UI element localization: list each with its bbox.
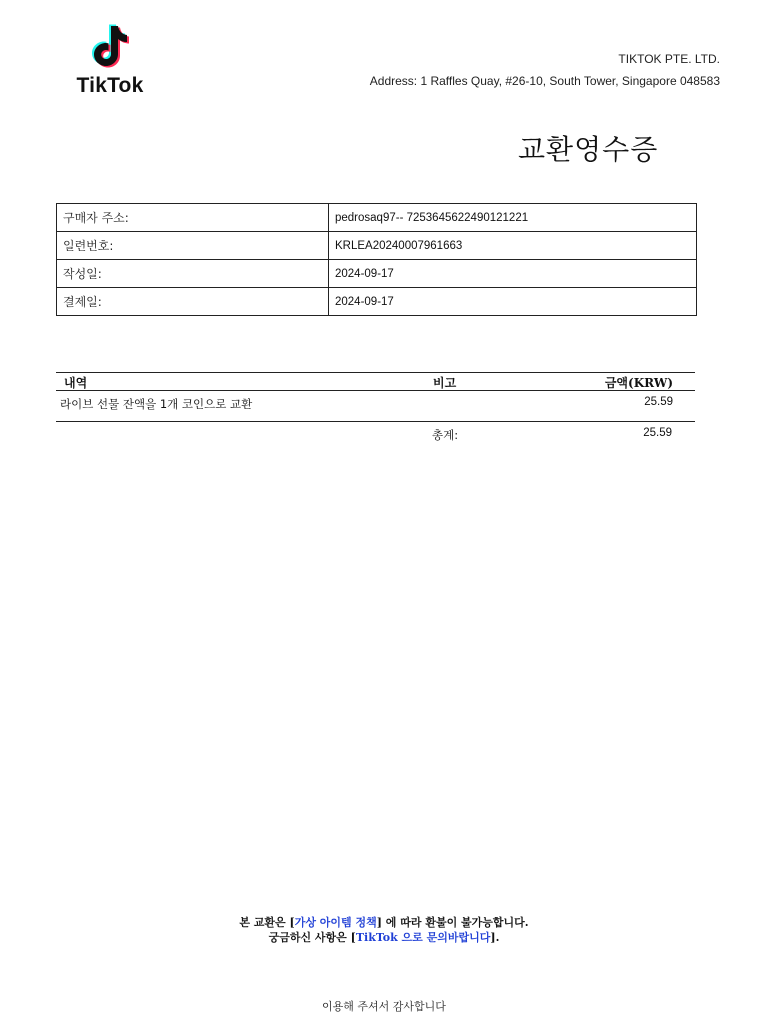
virtual-item-policy-link[interactable]: 가상 아이템 정책: [294, 916, 377, 929]
item-description: 라이브 선물 잔액을 1개 코인으로 교환: [60, 397, 253, 411]
header-description: 내역: [64, 376, 88, 390]
receipt-info-table: [56, 203, 697, 316]
total-label: 총계:: [432, 428, 459, 442]
info-row-serial: [57, 232, 697, 260]
info-value: 2024-09-17: [329, 260, 697, 288]
info-row-paid: [57, 288, 697, 316]
footer-text: 궁금하신 사항은 [: [268, 931, 356, 944]
info-row-created: [57, 260, 697, 288]
company-address: Address: 1 Raffles Quay, #26-10, South Tower, Singapore 048583: [369, 74, 720, 88]
company-name: TIKTOK PTE. LTD.: [618, 52, 720, 66]
thanks-message: 이용해 주셔서 감사합니다: [322, 1000, 446, 1013]
total-value: 25.59: [643, 427, 672, 439]
info-row-buyer: [57, 204, 697, 232]
info-value: 2024-09-17: [329, 288, 697, 316]
table-row: [56, 391, 695, 422]
footer-text: ].: [490, 931, 500, 944]
item-amount: 25.59: [644, 396, 673, 408]
tiktok-logo: [68, 22, 152, 97]
info-label: 결제일:: [57, 288, 329, 316]
footer-refund-notice: [0, 914, 768, 930]
items-table: [56, 372, 695, 422]
page-title: 교환영수증: [518, 133, 659, 166]
contact-tiktok-link[interactable]: TikTok 으로 문의바랍니다: [355, 931, 491, 944]
header-amount: 금액(KRW): [604, 376, 673, 390]
info-label: 작성일:: [57, 260, 329, 288]
header-note: 비고: [433, 376, 457, 390]
tiktok-note-icon: [87, 22, 133, 70]
info-value: pedrosaq97-- 7253645622490121221: [329, 204, 697, 232]
logo-wordmark: TikTok: [76, 74, 144, 97]
company-block: [370, 48, 720, 92]
info-label: 구매자 주소:: [57, 204, 329, 232]
info-label: 일련번호:: [57, 232, 329, 260]
footer-text: 본 교환은 [: [239, 916, 295, 929]
info-value: KRLEA20240007961663: [329, 232, 697, 260]
footer-text: ] 에 따라 환불이 불가능합니다.: [376, 916, 529, 929]
items-header: [56, 372, 695, 391]
footer-contact-notice: [0, 929, 768, 945]
